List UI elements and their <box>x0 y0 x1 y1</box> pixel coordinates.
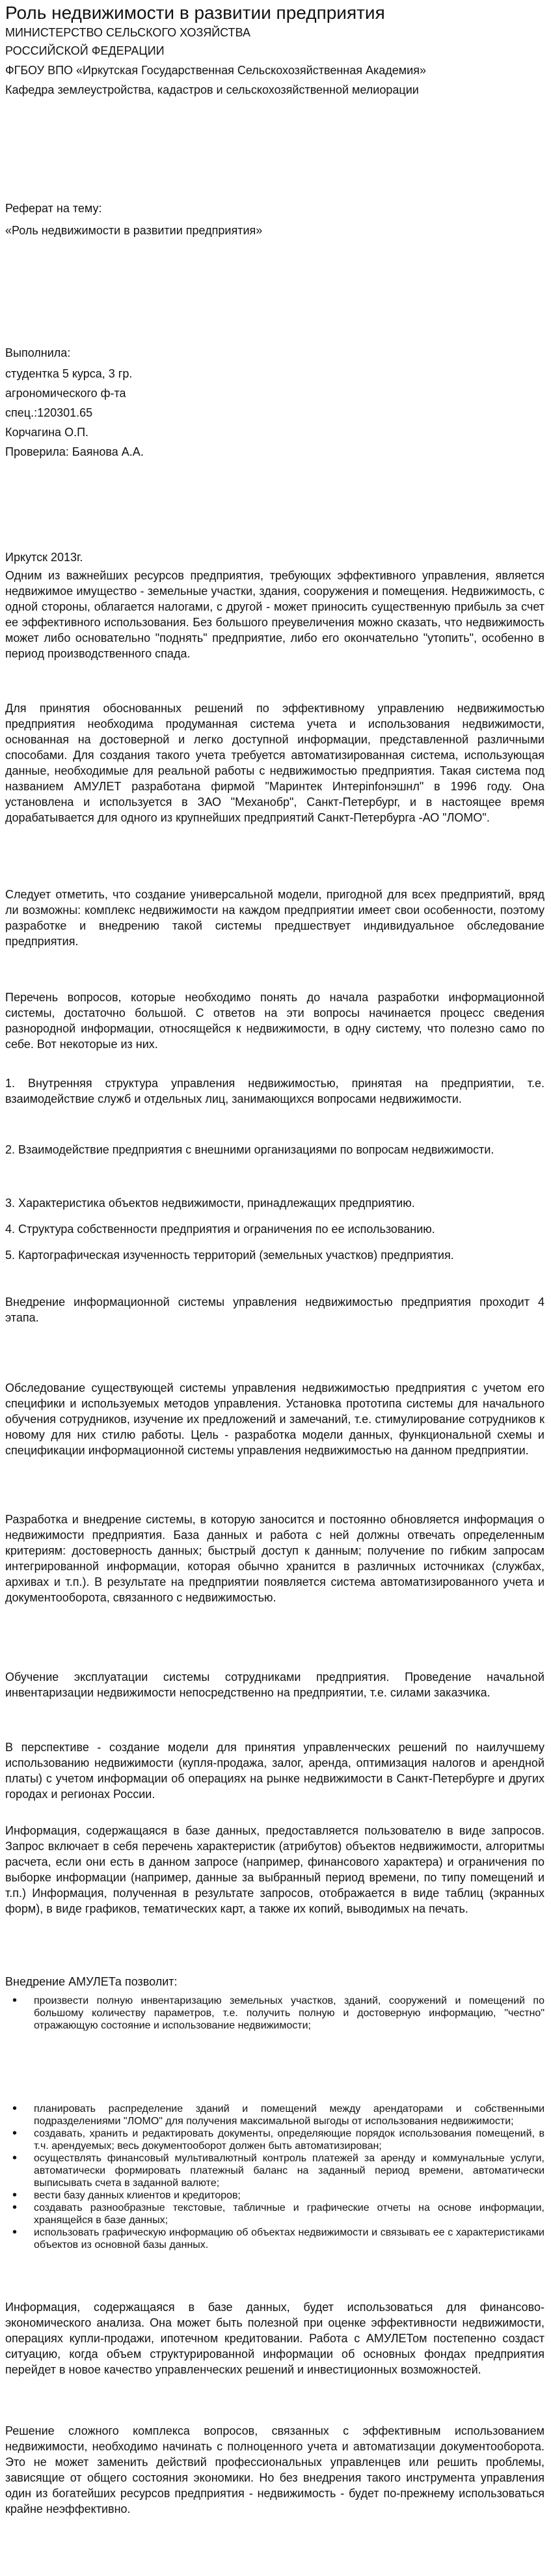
paragraph-18: Решение сложного комплекса вопросов, связанных с эффективным использованием недвижимости, необходимо начинать с полноценного учета и автоматизации документооборота. Это не может заменить действий профессиональных управленцев или решить проблемы, зависящие от общего состояния экономики. Но без внедрения такого инструмента управления один из богатейших ресурсов предприятия - недвижимость - будет по-прежнему использоваться крайне неэффективно. <box>5 2424 544 2515</box>
paragraph-7: 3. Характеристика объектов недвижимости, принадлежащих предприятию. <box>5 1197 415 1210</box>
author-name: Корчагина О.П. <box>5 426 89 439</box>
list-item: • осуществлять финансовый мультивалютный контроль платежей за аренду и коммунальные услуги, автоматически формировать платежный баланс на заданный период времени, автоматически выписывать счета в заданной валюте; <box>34 2152 544 2189</box>
bullet-list-b <box>0 2103 544 2251</box>
paragraph-11: Обследование существующей системы управления недвижимостью предприятия с учетом его специфики и используемых методов управления. Установка прототипа системы для начального обучения сотрудников, изучение их предложений и замечаний, т.е. стимулирование сотрудников к новому для них стилю работы. Цель - разработка модели данных, функциональной схемы и спецификации информационной системы управления недвижимостью на данном предприятии. <box>5 1381 544 1457</box>
paragraph-2: Для принятия обоснованных решений по эффективному управлению недвижимостью предприятия необходима продуманная система учета и использования недвижимости, основанная на достоверной и легко доступной информации, представленной различными способами. Для создания такого учета требуется автоматизированная система, использующая данные, необходимые для реальной работы с недвижимостью предприятия. Такая система под названием АМУЛЕТ разработана фирмой "Маринтек Интерinfoнэшнл" в 1996 году. Она установлена и используется в ЗАО "Механобр", Санкт-Петербург, и в настоящее время дорабатывается для одного из крупнейших предприятий Санкт-Петербурга -АО "ЛОМО". <box>5 702 544 824</box>
author-student: студентка 5 курса, 3 гр. <box>5 367 133 380</box>
paragraph-10: Внедрение информационной системы управления недвижимостью предприятия проходит 4 этапа. <box>5 1295 544 1324</box>
document-title: Роль недвижимости в развитии предприятия <box>5 3 385 23</box>
paragraph-14: В перспективе - создание модели для принятия управленческих решений по наилучшему использованию недвижимости (купля-продажа, залог, аренда, оптимизация налогов и арендной платы) с учетом информации об операциях на рынке недвижимости в Санкт-Петербурге и других городах и регионах России. <box>5 1741 544 1801</box>
paragraph-3: Следует отметить, что создание универсальной модели, пригодной для всех предприятий, вряд ли возможны: комплекс недвижимости на каждом предприятии имеет свои особенности, поэтому разработке и внедрению такой системы предшествует индивидуальное обследование предприятия. <box>5 888 544 948</box>
author-checked: Проверила: Баянова А.А. <box>5 445 144 458</box>
author-spec: спец.:120301.65 <box>5 406 93 419</box>
paragraph-5: 1. Внутренняя структура управления недвижимостью, принятая на предприятии, т.е. взаимодействие служб и отдельных лиц, занимающихся вопросами недвижимости. <box>5 1077 544 1105</box>
paragraph-17: Информация, содержащаяся в базе данных, будет использоваться для финансово-экономического анализа. Она может быть полезной при оценке эффективности недвижимости, операциях купли-продажи, ипотечном кредитовании. Работа с АМУЛЕТом постепенно создаст ситуацию, когда объем структурированной информации об основных фондах предприятия перейдет в новое качество управленческих решений и инвестиционных возможностей. <box>5 2301 544 2376</box>
paragraph-9: 5. Картографическая изученность территорий (земельных участков) предприятия. <box>5 1249 454 1262</box>
list-item: • планировать распределение зданий и помещений между арендаторами и собственными подразделениями "ЛОМО" для получения максимальной выгоды от использования недвижимости; <box>34 2103 544 2127</box>
country-line: РОССИЙСКОЙ ФЕДЕРАЦИИ <box>5 44 165 57</box>
ministry-line: МИНИСТЕРСТВО СЕЛЬСКОГО ХОЗЯЙСТВА <box>5 26 250 39</box>
list-item: • вести базу данных клиентов и кредиторов; <box>34 2189 544 2202</box>
city-year: Иркутск 2013г. <box>5 551 83 564</box>
paragraph-12: Разработка и внедрение системы, в которую заносится и постоянно обновляется информация о недвижимости предприятия. База данных и работа с ней должны отвечать определенным критериям: достоверность данных; быстрый доступ к данным; получение по гибким запросам интегрированной информации, которая обычно хранится в различных источниках (службах, архивах и т.п.). В результате на предприятии появляется система автоматизированного учета и документооборота, связанного с недвижимостью. <box>5 1513 544 1604</box>
paragraph-1: Одним из важнейших ресурсов предприятия, требующих эффективного управления, является недвижимое имущество - земельные участки, здания, сооружения и помещения. Недвижимость, с одной стороны, облагается налогами, с другой - может приносить существенную прибыль за счет ее эффективного использования. Без большого преувеличения можно сказать, что недвижимость может либо основательно "поднять" предприятие, либо его окончательно "утопить", особенно в период производственного спада. <box>5 569 544 660</box>
paragraph-4: Перечень вопросов, которые необходимо понять до начала разработки информационной системы, достаточно большой. С ответов на эти вопросы начинается процесс сведения разнородной информации, относящейся к недвижимости, в одну систему, что полезно само по себе. Вот некоторые из них. <box>5 991 544 1051</box>
paragraph-13: Обучение эксплуатации системы сотрудниками предприятия. Проведение начальной инвентаризации недвижимости непосредственно на предприятии, т.е. силами заказчика. <box>5 1670 544 1699</box>
list-item: • создавать разнообразные текстовые, табличные и графические отчеты на основе информации, хранящейся в базе данных; <box>34 2202 544 2226</box>
paragraph-8: 4. Структура собственности предприятия и ограничения по ее использованию. <box>5 1223 435 1236</box>
list-item: • использовать графическую информацию об объектах недвижимости и связывать ее с характеристиками объектов из основной базы данных. <box>34 2226 544 2251</box>
author-label: Выполнила: <box>5 346 71 359</box>
paragraph-15: Информация, содержащаяся в базе данных, предоставляется пользователю в виде запросов. Запрос включает в себя перечень характеристик (атрибутов) объектов недвижимости, алгоритмы расчета, если они есть в данном запросе (например, финансового характера) и ограничения по выборке информации (например, данные за выбранный период времени, по типу помещений и т.п.) Информация, полученная в результате запросов, отображается в виде таблиц (экранных форм), в виде графиков, тематических карт, а также их копий, выводимых на печать. <box>5 1824 544 1915</box>
department-line: Кафедра землеустройства, кадастров и сельскохозяйственной мелиорации <box>5 83 419 96</box>
report-label: Реферат на тему: <box>5 202 102 215</box>
report-topic: «Роль недвижимости в развитии предприятия» <box>5 224 263 237</box>
author-faculty: агрономического ф-та <box>5 387 126 400</box>
bullet-list-a <box>0 1995 544 2032</box>
paragraph-16: Внедрение АМУЛЕТа позволит: <box>5 1975 178 1988</box>
institution-line: ФГБОУ ВПО «Иркутская Государственная Сельскохозяйственная Академия» <box>5 64 426 77</box>
list-item: • создавать, хранить и редактировать документы, определяющие порядок использования помещений, в т.ч. арендуемых; весь документооборот должен быть автоматизирован; <box>34 2127 544 2152</box>
list-item: • произвести полную инвентаризацию земельных участков, зданий, сооружений и помещений по большому количеству параметров, т.е. получить полную и достоверную информацию, "честно" отражающую состояние и использование недвижимости; <box>34 1995 544 2032</box>
paragraph-6: 2. Взаимодействие предприятия с внешними организациями по вопросам недвижимости. <box>5 1143 494 1156</box>
